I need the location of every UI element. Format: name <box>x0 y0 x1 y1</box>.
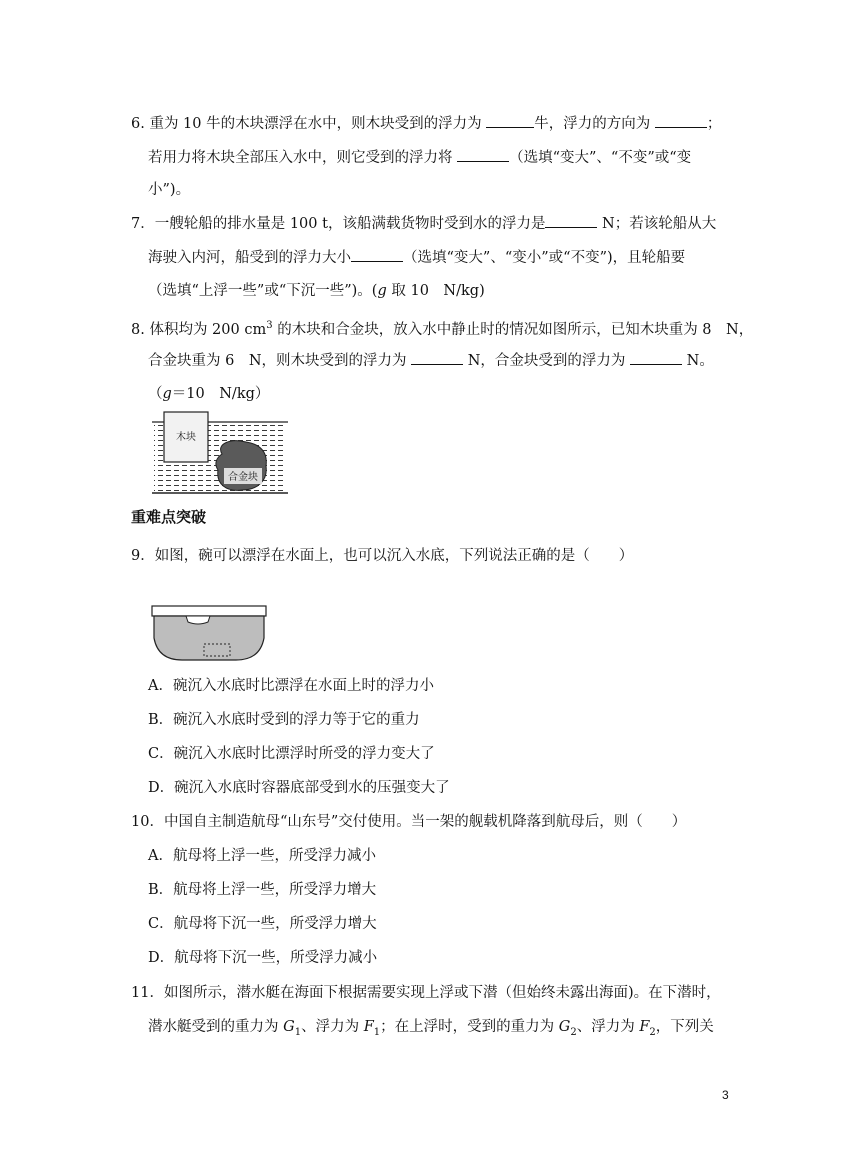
q7-blank-1[interactable] <box>545 213 597 228</box>
q8-line1 <box>131 316 753 340</box>
q11-text-e: ，下列关 <box>655 1019 714 1035</box>
q6-text-c: ； <box>706 116 722 132</box>
q7-line2 <box>148 247 685 268</box>
q8-text-a: 8. 体积均为 200 cm <box>131 321 267 338</box>
q8-blank-2[interactable] <box>630 350 682 365</box>
q8-text-g: ＝10 N/kg） <box>171 386 270 402</box>
q9-bowl-figure <box>150 604 268 664</box>
q11-F2: F <box>639 1019 650 1035</box>
alloy-block-label: 合金块 <box>228 472 258 483</box>
q7-g-symbol: g <box>377 283 387 299</box>
q11-G1-sub: 1 <box>294 1026 302 1038</box>
q8-text-d: N，合金块受到的浮力为 <box>463 353 631 369</box>
q11-text-a: 潜水艇受到的重力为 <box>148 1019 284 1035</box>
floating-bowl <box>186 616 210 624</box>
q10-option-d[interactable]: D．航母将下沉一些，所受浮力减小 <box>148 950 378 966</box>
q7-blank-2[interactable] <box>351 247 403 262</box>
q6-line3: 小”)。 <box>148 182 191 198</box>
q7-text-d: （选填“变大”、“变小”或“不变”)，且轮船要 <box>403 250 686 266</box>
q11-line2 <box>148 1017 714 1043</box>
q7-text-f: 取 10 N/kg) <box>386 283 485 299</box>
q11-line1: 11．如图所示，潜水艇在海面下根据需要实现上浮或下潜（但始终未露出海面)。在下潜时， <box>131 985 721 1001</box>
q11-text-c: ；在上浮时，受到的重力为 <box>380 1019 559 1035</box>
wood-block-label: 木块 <box>176 432 196 443</box>
q11-G2-sub: 2 <box>570 1026 577 1038</box>
q7-text-a: 7．一艘轮船的排水量是 100 t，该船满载货物时受到水的浮力是 <box>131 216 546 232</box>
q8-g-symbol: g <box>162 386 172 402</box>
q7-line3 <box>148 281 485 301</box>
q7-text-e: （选填“上浮一些”或“下沉一些”)。( <box>148 283 378 299</box>
q8-line2 <box>148 350 714 371</box>
section-title: 重难点突破 <box>131 508 207 526</box>
q10-option-a[interactable]: A．航母将上浮一些，所受浮力减小 <box>148 848 376 864</box>
container-rim <box>152 606 266 616</box>
q6-text-d: 若用力将木块全部压入水中，则它受到的浮力将 <box>148 150 458 166</box>
q6-blank-2[interactable] <box>655 113 707 128</box>
q8-text-f: （ <box>148 386 163 402</box>
container-water <box>154 616 264 660</box>
q11-text-b: 、浮力为 <box>301 1019 364 1035</box>
q9-option-c[interactable]: C．碗沉入水底时比漂浮时所受的浮力变大了 <box>148 746 435 762</box>
q6-blank-3[interactable] <box>457 147 509 162</box>
q6-blank-1[interactable] <box>486 113 534 128</box>
q6-text-a: 6. 重为 10 牛的木块漂浮在水中，则木块受到的浮力为 <box>131 116 487 132</box>
q8-blank-1[interactable] <box>411 350 463 365</box>
q9-stem: 9．如图，碗可以漂浮在水面上，也可以沉入水底，下列说法正确的是（ ） <box>131 548 634 564</box>
q6-line1 <box>131 113 721 134</box>
q6-line2 <box>148 147 691 168</box>
q9-option-a[interactable]: A．碗沉入水底时比漂浮在水面上时的浮力小 <box>148 678 434 694</box>
q8-figure <box>150 408 290 498</box>
q11-text-d: 、浮力为 <box>576 1019 640 1035</box>
q11-G1: G <box>283 1019 295 1035</box>
q8-text-b: 的木块和合金块，放入水中静止时的情况如图所示，已知木块重为 8 N， <box>272 321 754 338</box>
q7-text-c: 海驶入内河，船受到的浮力大小 <box>148 250 351 266</box>
q10-option-b[interactable]: B．航母将上浮一些，所受浮力增大 <box>148 882 377 898</box>
q9-option-b[interactable]: B．碗沉入水底时受到的浮力等于它的重力 <box>148 712 420 728</box>
q6-text-b: 牛，浮力的方向为 <box>534 116 655 132</box>
q7-line1 <box>131 213 716 234</box>
q8-line3 <box>148 384 269 404</box>
q8-text-c: 合金块重为 6 N，则木块受到的浮力为 <box>148 353 412 369</box>
q6-text-e: （选填“变大”、“不变”或“变 <box>509 150 692 166</box>
q10-stem: 10．中国自主制造航母“山东号”交付使用。当一架的舰载机降落到航母后，则（ ） <box>131 814 687 830</box>
q9-option-d[interactable]: D．碗沉入水底时容器底部受到水的压强变大了 <box>148 780 450 796</box>
q7-text-b: N；若该轮船从大 <box>597 216 717 232</box>
q8-text-e: N。 <box>682 353 714 369</box>
q11-F1-sub: 1 <box>373 1026 381 1038</box>
q11-F2-sub: 2 <box>649 1026 656 1038</box>
q8-superscript: 3 <box>266 320 273 331</box>
page-number: 3 <box>722 1088 729 1102</box>
q10-option-c[interactable]: C．航母将下沉一些，所受浮力增大 <box>148 916 377 932</box>
q11-F1: F <box>363 1019 374 1035</box>
q11-G2: G <box>558 1019 571 1035</box>
